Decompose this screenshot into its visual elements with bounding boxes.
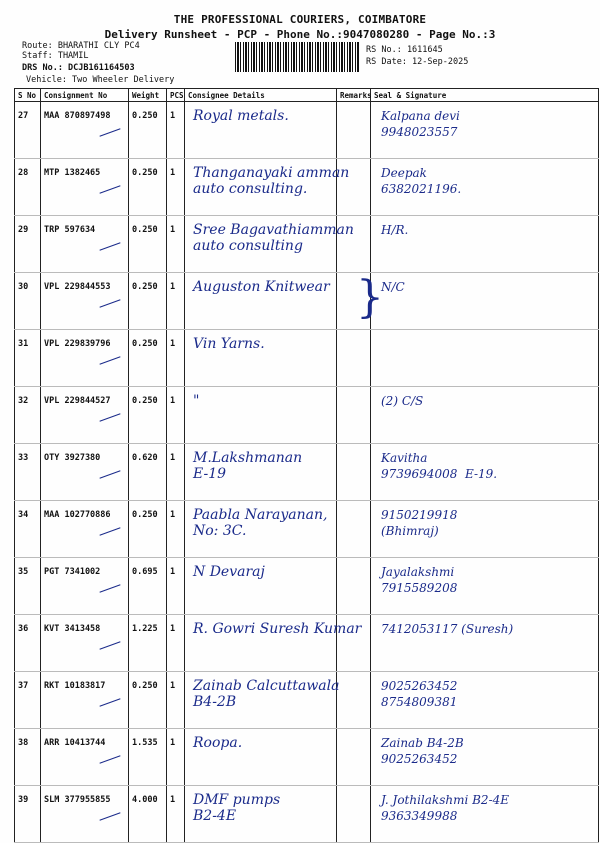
handwritten-consignee: Roopa. (193, 735, 243, 751)
table-row (15, 501, 599, 558)
table-row (15, 159, 599, 216)
cell-remarks (337, 729, 371, 786)
handwritten-signature: Kavitha 9739694008 E-19. (381, 451, 498, 481)
cell-pcs-text: 1 (170, 567, 176, 577)
handwritten-consignee: N Devaraj (193, 564, 265, 580)
cell-remarks (337, 444, 371, 501)
cell-weight-text: 0.250 (132, 396, 158, 406)
cell-seal (371, 444, 599, 501)
cell-weight-text: 0.620 (132, 453, 158, 463)
cell-weight-text: 0.250 (132, 111, 158, 121)
cell-pcs-text: 1 (170, 225, 176, 235)
cell-consignment-no-text: VPL 229839796 (44, 339, 111, 349)
handwritten-consignee: Royal metals. (193, 108, 289, 124)
cell-pcs-text: 1 (170, 624, 176, 634)
handwritten-consignee: Vin Yarns. (193, 336, 265, 352)
cell-sno (15, 729, 41, 786)
cell-seal (371, 672, 599, 729)
cell-seal (371, 159, 599, 216)
cell-sno (15, 330, 41, 387)
cell-seal (371, 501, 599, 558)
cell-sno-text: 34 (18, 510, 29, 520)
cell-seal (371, 786, 599, 843)
cell-pcs (167, 786, 185, 843)
cell-consignment-no-text: PGT 7341002 (44, 567, 101, 577)
cell-consignee (185, 786, 337, 843)
col-pcs: PCS (167, 89, 185, 102)
cell-pcs (167, 444, 185, 501)
cell-sno-text: 30 (18, 282, 29, 292)
cell-pcs (167, 273, 185, 330)
cell-weight-text: 1.535 (132, 738, 158, 748)
cell-weight (129, 444, 167, 501)
cell-weight-text: 0.250 (132, 681, 158, 691)
cell-consignee (185, 273, 337, 330)
cell-sno (15, 558, 41, 615)
cell-weight-text: 0.695 (132, 567, 158, 577)
cell-sno-text: 35 (18, 567, 29, 577)
cell-sno (15, 159, 41, 216)
cell-consignment-no-text: KVT 3413458 (44, 624, 101, 634)
runsheet-table (14, 88, 599, 843)
cell-weight (129, 216, 167, 273)
handwritten-signature: Deepak 6382021196. (381, 166, 462, 196)
table-row (15, 615, 599, 672)
cell-consignment-no-text: MAA 870897498 (44, 111, 111, 121)
handwritten-consignee: Paabla Narayanan, No: 3C. (193, 507, 328, 539)
cell-consignment-no-text: VPL 229844553 (44, 282, 111, 292)
col-consignment: Consignment No (41, 89, 129, 102)
cell-weight-text: 0.250 (132, 282, 158, 292)
handwritten-signature: (2) C/S (381, 394, 424, 408)
col-remarks: Remarks (337, 89, 371, 102)
cell-sno (15, 501, 41, 558)
handwritten-consignee: Zainab Calcuttawala B4-2B (193, 678, 340, 710)
cell-weight (129, 387, 167, 444)
cell-remarks (337, 501, 371, 558)
cell-consignee (185, 216, 354, 273)
vehicle-label: Vehicle: Two Wheeler Delivery (26, 75, 175, 85)
cell-pcs-text: 1 (170, 111, 176, 121)
cell-consignee (185, 102, 337, 159)
cell-pcs-text: 1 (170, 738, 176, 748)
cell-weight (129, 558, 167, 615)
cell-sno-text: 39 (18, 795, 29, 805)
cell-sno-text: 33 (18, 453, 29, 463)
cell-sno (15, 672, 41, 729)
cell-remarks (337, 558, 371, 615)
handwritten-signature: J. Jothilakshmi B2-4E 9363349988 (381, 793, 510, 823)
cell-weight (129, 501, 167, 558)
table-row (15, 672, 599, 729)
handwritten-signature: H/R. (381, 223, 409, 237)
cell-sno-text: 29 (18, 225, 29, 235)
cell-weight (129, 672, 167, 729)
handwritten-signature: Kalpana devi 9948023557 (381, 109, 460, 139)
cell-pcs-text: 1 (170, 681, 176, 691)
rs-date: RS Date: 12-Sep-2025 (366, 57, 469, 67)
cell-weight (129, 273, 167, 330)
cell-remarks (337, 786, 371, 843)
route-label: Route: BHARATHI CLY PC4 (22, 41, 140, 51)
cell-sno-text: 38 (18, 738, 29, 748)
handwritten-consignee: Sree Bagavathiamman auto consulting (193, 222, 354, 254)
cell-pcs-text: 1 (170, 339, 176, 349)
cell-consignment-no-text: OTY 3927380 (44, 453, 101, 463)
cell-remarks (337, 615, 371, 672)
cell-pcs (167, 672, 185, 729)
cell-seal (371, 558, 599, 615)
cell-consignment-no-text: MTP 1382465 (44, 168, 101, 178)
rs-number: RS No.: 1611645 (366, 45, 443, 55)
cell-remarks (337, 387, 371, 444)
barcode (235, 42, 360, 72)
cell-weight (129, 786, 167, 843)
cell-remarks (337, 102, 371, 159)
handwritten-signature: 9150219918 (Bhimraj) (381, 508, 458, 538)
drs-label: DRS No.: DCJB161164503 (22, 63, 135, 73)
cell-pcs (167, 159, 185, 216)
cell-seal (371, 729, 599, 786)
cell-sno-text: 27 (18, 111, 29, 121)
cell-pcs-text: 1 (170, 282, 176, 292)
cell-weight (129, 102, 167, 159)
cell-sno (15, 387, 41, 444)
cell-pcs-text: 1 (170, 795, 176, 805)
handwritten-signature: 9025263452 8754809381 (381, 679, 458, 709)
table-row (15, 330, 599, 387)
cell-seal (371, 387, 599, 444)
cell-sno-text: 37 (18, 681, 29, 691)
cell-pcs (167, 387, 185, 444)
cell-seal (371, 273, 599, 330)
handwritten-signature: N/C (381, 280, 405, 294)
cell-sno-text: 31 (18, 339, 29, 349)
col-sno: S No (15, 89, 41, 102)
handwritten-brace: } (356, 272, 384, 323)
table-row (15, 273, 599, 330)
cell-remarks (337, 216, 371, 273)
cell-consignee (185, 501, 337, 558)
handwritten-consignee: " (193, 393, 200, 409)
table-row (15, 216, 599, 273)
cell-pcs (167, 501, 185, 558)
cell-pcs (167, 330, 185, 387)
cell-consignee (185, 444, 337, 501)
handwritten-consignee: DMF pumps B2-4E (193, 792, 281, 824)
cell-sno (15, 216, 41, 273)
cell-pcs-text: 1 (170, 453, 176, 463)
cell-seal (371, 216, 599, 273)
cell-pcs (167, 558, 185, 615)
cell-consignee (185, 672, 340, 729)
cell-seal (371, 102, 599, 159)
cell-weight (129, 615, 167, 672)
cell-consignee (185, 615, 362, 672)
table-row (15, 786, 599, 843)
cell-weight-text: 0.250 (132, 339, 158, 349)
cell-remarks (337, 330, 371, 387)
cell-weight-text: 0.250 (132, 510, 158, 520)
cell-consignee (185, 387, 337, 444)
handwritten-consignee: M.Lakshmanan E-19 (193, 450, 303, 482)
handwritten-consignee: Auguston Knitwear (193, 279, 330, 295)
cell-weight-text: 0.250 (132, 168, 158, 178)
cell-weight (129, 729, 167, 786)
cell-consignment-no-text: TRP 597634 (44, 225, 96, 235)
cell-consignee (185, 330, 337, 387)
table-row (15, 729, 599, 786)
col-weight: Weight (129, 89, 167, 102)
cell-weight-text: 4.000 (132, 795, 158, 805)
staff-label: Staff: THAMIL (22, 51, 89, 61)
handwritten-consignee: Thanganayaki amman auto consulting. (193, 165, 350, 197)
table-row (15, 102, 599, 159)
cell-seal (371, 615, 599, 672)
cell-seal (371, 330, 599, 387)
cell-pcs (167, 729, 185, 786)
cell-pcs-text: 1 (170, 510, 176, 520)
cell-consignment-no-text: ARR 10413744 (44, 738, 106, 748)
handwritten-signature: Jayalakshmi 7915589208 (381, 565, 458, 595)
cell-weight (129, 330, 167, 387)
cell-remarks (337, 672, 371, 729)
cell-consignee (185, 558, 337, 615)
cell-sno-text: 28 (18, 168, 29, 178)
col-consignee: Consignee Details (185, 89, 337, 102)
cell-sno (15, 615, 41, 672)
table-row (15, 444, 599, 501)
cell-pcs (167, 615, 185, 672)
cell-sno (15, 102, 41, 159)
cell-weight-text: 1.225 (132, 624, 158, 634)
page-subtitle: Delivery Runsheet - PCP - Phone No.:9047080280 - Page No.:3 (104, 28, 496, 41)
cell-consignment-no-text: RKT 10183817 (44, 681, 106, 691)
cell-sno-text: 36 (18, 624, 29, 634)
cell-weight-text: 0.250 (132, 225, 158, 235)
table-row (15, 387, 599, 444)
cell-consignment-no-text: MAA 102770886 (44, 510, 111, 520)
cell-consignee (185, 729, 337, 786)
cell-consignment-no-text: SLM 377955855 (44, 795, 111, 805)
handwritten-signature: Zainab B4-2B 9025263452 (381, 736, 464, 766)
cell-sno-text: 32 (18, 396, 29, 406)
cell-consignee (185, 159, 350, 216)
handwritten-consignee: R. Gowri Suresh Kumar (193, 621, 362, 637)
handwritten-signature: 7412053117 (Suresh) (381, 622, 514, 636)
table-row (15, 558, 599, 615)
col-seal: Seal & Signature (371, 89, 599, 102)
cell-pcs-text: 1 (170, 168, 176, 178)
cell-pcs (167, 216, 185, 273)
cell-pcs-text: 1 (170, 396, 176, 406)
page-title: THE PROFESSIONAL COURIERS, COIMBATORE (173, 13, 427, 26)
cell-pcs (167, 102, 185, 159)
cell-sno (15, 786, 41, 843)
cell-sno (15, 444, 41, 501)
cell-remarks (337, 159, 371, 216)
cell-sno (15, 273, 41, 330)
cell-consignment-no-text: VPL 229844527 (44, 396, 111, 406)
cell-weight (129, 159, 167, 216)
